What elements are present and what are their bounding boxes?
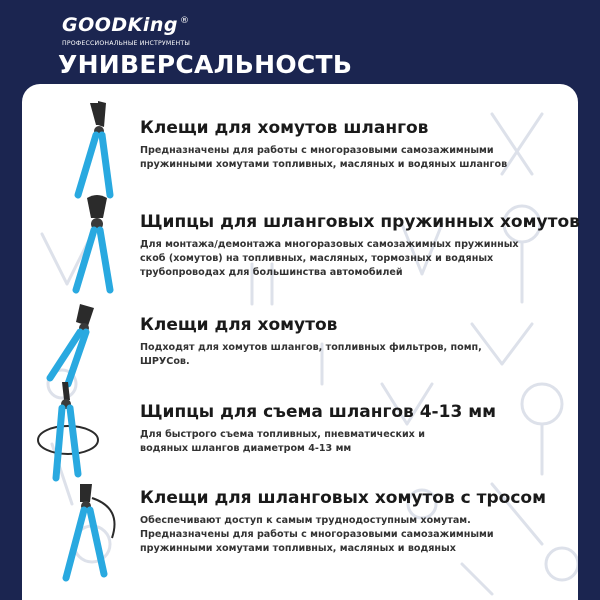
product-description: Для быстрого съема топливных, пневматических и водяных шлангов диаметром 4-13 мм	[140, 429, 425, 454]
clamp-pliers-icon	[40, 298, 110, 388]
product-description: Подходят для хомутов шлангов, топливных фильтров, помп, ШРУСов.	[140, 342, 482, 367]
brand-logo-text: GOODKing	[62, 14, 179, 36]
spring-clamp-pliers-icon	[62, 190, 132, 300]
product-title: Щипцы для съема шлангов 4-13 мм	[140, 402, 496, 422]
brand-tagline: ПРОФЕССИОНАЛЬНЫЕ ИНСТРУМЕНТЫ	[62, 40, 191, 47]
hose-clamp-pliers-icon	[60, 95, 130, 205]
product-item-1	[140, 118, 570, 172]
product-description: Обеспечивают доступ к самым труднодоступным хомутам. Предназначены для работы с многоразовыми самозажимными пружинными хомутами топливных, масляных и водяных	[140, 515, 494, 554]
brand-logo	[62, 14, 189, 36]
hose-removal-pliers-icon	[28, 378, 118, 488]
product-title: Щипцы для шланговых пружинных хомутов	[140, 212, 580, 232]
product-title: Клещи для хомутов шлангов	[140, 118, 429, 138]
product-item-2	[140, 212, 580, 280]
product-item-3	[140, 315, 570, 369]
product-description: Предназначены для работы с многоразовыми самозажимными пружинными хомутами топливных, масляных и водяных шлангов	[140, 145, 508, 170]
cable-clamp-pliers-icon	[44, 478, 134, 588]
page-title: УНИВЕРСАЛЬНОСТЬ	[58, 50, 353, 79]
product-title: Клещи для шланговых хомутов с тросом	[140, 488, 546, 508]
product-title: Клещи для хомутов	[140, 315, 338, 335]
product-item-5	[140, 488, 570, 556]
header	[0, 0, 600, 86]
registered-mark: ®	[180, 16, 190, 26]
product-description: Для монтажа/демонтажа многоразовых самозажимных пружинных скоб (хомутов) на топливных, масляных, тормозных и водяных трубопроводах для большинства автомобилей	[140, 239, 519, 278]
product-item-4	[140, 402, 570, 456]
